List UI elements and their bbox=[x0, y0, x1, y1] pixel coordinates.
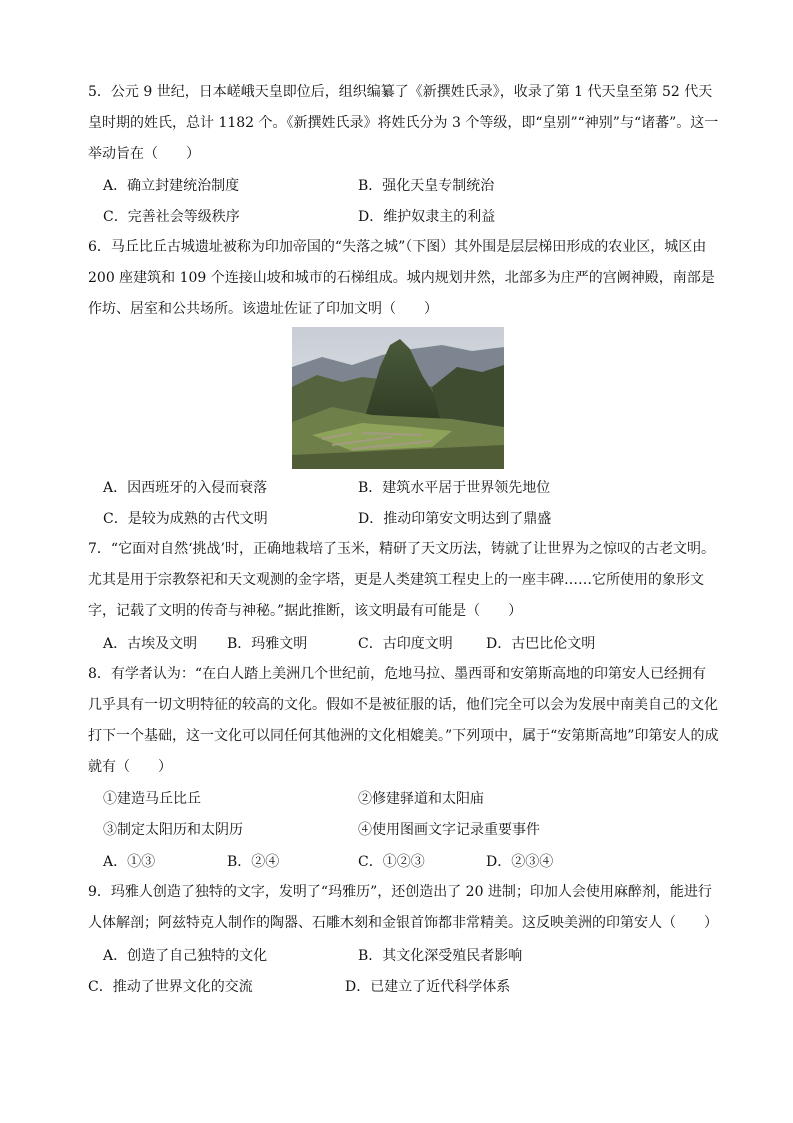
question-6-option-d[interactable]: D．推动印第安文明达到了鼎盛 bbox=[358, 511, 552, 527]
question-9-option-c[interactable]: C．推动了世界文化的交流 bbox=[88, 979, 253, 995]
question-8-option-a[interactable]: A．①③ bbox=[103, 854, 156, 870]
question-8-item-3: ③制定太阳历和太阴历 bbox=[103, 822, 243, 838]
question-6-stem: 6．马丘比丘古城遗址被称为印加帝国的“失落之城”（下图）其外围是层层梯田形成的农业区，城区由 200 座建筑和 109 个连接山坡和城市的石梯组成。城内规划井然，北部多为庄严的宫阙神殿，南部是作坊、居室和公共场所。该遗址佐证了印加文明（ ） bbox=[88, 239, 715, 317]
question-9-option-a[interactable]: A．创造了自己独特的文化 bbox=[103, 948, 268, 964]
question-7-option-a[interactable]: A．古埃及文明 bbox=[103, 636, 198, 652]
question-5-stem: 5．公元 9 世纪，日本嵯峨天皇即位后，组织编纂了《新撰姓氏录》，收录了第 1 代天皇至第 52 代天皇时期的姓氏，总计 1182 个。《新撰姓氏录》将姓氏分为 3 个等级，即“皇别”“神别”与“诸蕃”。这一举动旨在（ ） bbox=[88, 84, 719, 162]
question-9-stem: 9．玛雅人创造了独特的文字，发明了“玛雅历”，还创造出了 20 进制；印加人会使用麻醉剂，能进行人体解剖；阿兹特克人制作的陶器、石雕木刻和金银首饰都非常精美。这反映美洲的印第安人（ ） bbox=[88, 884, 718, 931]
question-5-option-b[interactable]: B．强化天皇专制统治 bbox=[358, 178, 495, 194]
machu-picchu-illustration bbox=[292, 327, 504, 469]
question-5-option-a[interactable]: A．确立封建统治制度 bbox=[103, 178, 240, 194]
question-7-option-b[interactable]: B．玛雅文明 bbox=[227, 636, 308, 652]
question-5-option-d[interactable]: D．维护奴隶主的利益 bbox=[358, 209, 496, 225]
question-6-option-a[interactable]: A．因西班牙的入侵而衰落 bbox=[103, 480, 268, 496]
question-7-stem: 7．“它面对自然‘挑战’时，正确地栽培了玉米，精研了天文历法，铸就了让世界为之惊叹的古老文明。尤其是用于宗教祭祀和天文观测的金字塔，更是人类建筑工程史上的一座丰碑……它所使用的象形文字，记载了文明的传奇与神秘。”据此推断，该文明最有可能是（ ） bbox=[88, 541, 715, 619]
question-6 bbox=[88, 232, 720, 325]
question-8-option-b[interactable]: B．②④ bbox=[227, 854, 280, 870]
question-8-item-2: ②修建驿道和太阳庙 bbox=[358, 791, 484, 807]
question-9-option-d[interactable]: D．已建立了近代科学体系 bbox=[345, 979, 511, 995]
question-6-option-b[interactable]: B．建筑水平居于世界领先地位 bbox=[358, 480, 551, 496]
question-7 bbox=[88, 534, 720, 627]
question-5 bbox=[88, 77, 720, 170]
question-8-item-1: ①建造马丘比丘 bbox=[103, 791, 201, 807]
question-8 bbox=[88, 659, 720, 783]
question-8-option-d[interactable]: D．②③④ bbox=[486, 854, 554, 870]
question-9 bbox=[88, 877, 720, 939]
question-8-item-4: ④使用图画文字记录重要事件 bbox=[358, 822, 540, 838]
question-6-option-c[interactable]: C．是较为成熟的古代文明 bbox=[103, 511, 268, 527]
question-8-option-c[interactable]: C．①②③ bbox=[358, 854, 425, 870]
question-7-option-d[interactable]: D．古巴比伦文明 bbox=[486, 636, 596, 652]
question-7-option-c[interactable]: C．古印度文明 bbox=[358, 636, 453, 652]
machu-picchu-photo bbox=[292, 327, 504, 469]
question-5-option-c[interactable]: C．完善社会等级秩序 bbox=[103, 209, 240, 225]
question-8-stem: 8．有学者认为：“在白人踏上美洲几个世纪前，危地马拉、墨西哥和安第斯高地的印第安人已经拥有几乎具有一切文明特征的较高的文化。假如不是被征服的话，他们完全可以会为发展中南美自己的文化打下一个基础，这一文化可以同任何其他洲的文化相媲美。”下列项中，属于“安第斯高地”印第安人的成就有（ ） bbox=[88, 666, 719, 775]
question-9-option-b[interactable]: B．其文化深受殖民者影响 bbox=[358, 948, 523, 964]
